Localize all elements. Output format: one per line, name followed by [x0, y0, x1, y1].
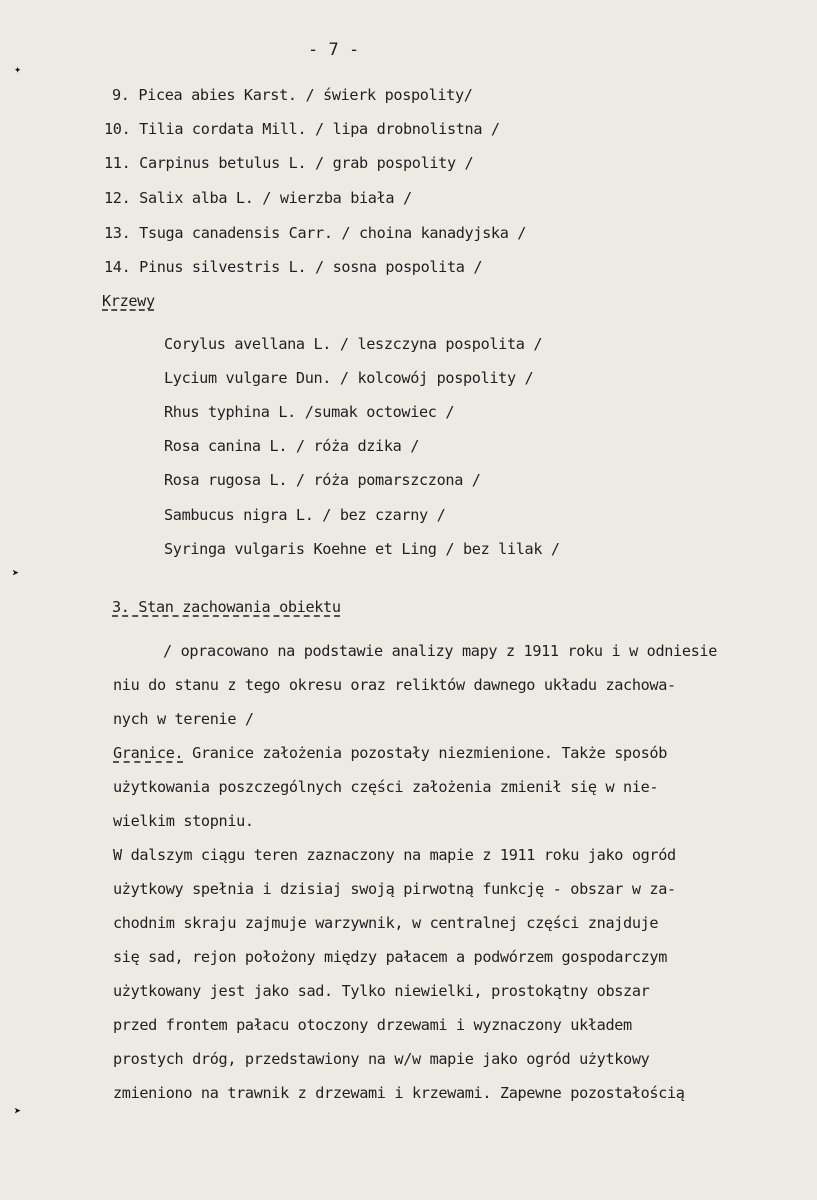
body-line: użytkowy spełnia i dzisiaj swoją pirwotną funkcję - obszar w za-	[113, 880, 676, 898]
paragraph-line: / opracowano na podstawie analizy mapy z 1911 roku i w odniesie	[163, 642, 718, 660]
body-line: przed frontem pałacu otoczony drzewami i wyznaczony układem	[113, 1016, 632, 1034]
tree-item: 14. Pinus silvestris L. / sosna pospolita /	[104, 258, 483, 276]
body-line: prostych dróg, przedstawiony na w/w mapie jako ogród użytkowy	[113, 1050, 650, 1068]
shrub-item: Rosa canina L. / róża dzika /	[164, 437, 420, 455]
margin-mark-icon: ➤	[12, 566, 20, 580]
body-line: użytkowany jest jako sad. Tylko niewielki, prostokątny obszar	[113, 982, 650, 1000]
tree-item: 9. Picea abies Karst. / świerk pospolity/	[112, 86, 473, 104]
shrub-item: Sambucus nigra L. / bez czarny /	[164, 506, 446, 524]
tree-item: 11. Carpinus betulus L. / grab pospolity /	[104, 154, 474, 172]
margin-mark-icon: ➤	[14, 1104, 22, 1118]
shrub-item: Rhus typhina L. /sumak octowiec /	[164, 403, 455, 421]
tree-item: 12. Salix alba L. / wierzba biała /	[104, 189, 412, 207]
granice-paragraph-line	[113, 744, 667, 762]
granice-paragraph-line: wielkim stopniu.	[113, 812, 254, 830]
shrubs-heading: Krzewy	[102, 292, 155, 310]
page-number: - 7 -	[308, 40, 360, 60]
shrub-item: Lycium vulgare Dun. / kolcowój pospolity /	[164, 369, 534, 387]
granice-label: Granice.	[113, 744, 184, 762]
shrub-item: Syringa vulgaris Koehne et Ling / bez lilak /	[164, 540, 560, 558]
body-line: W dalszym ciągu teren zaznaczony na mapie z 1911 roku jako ogród	[113, 846, 676, 864]
granice-paragraph-line: użytkowania poszczególnych części założenia zmienił się w nie-	[113, 778, 659, 796]
section-heading: 3. Stan zachowania obiektu	[112, 598, 341, 616]
shrub-item: Corylus avellana L. / leszczyna pospolita /	[164, 335, 543, 353]
body-line: chodnim skraju zajmuje warzywnik, w centralnej części znajduje	[113, 914, 659, 932]
paragraph-line: niu do stanu z tego okresu oraz reliktów dawnego układu zachowa-	[113, 676, 676, 694]
tree-item: 13. Tsuga canadensis Carr. / choina kanadyjska /	[104, 224, 527, 242]
shrub-item: Rosa rugosa L. / róża pomarszczona /	[164, 471, 481, 489]
margin-mark-icon: ✦	[14, 62, 22, 76]
granice-text: Granice założenia pozostały niezmienione. Także sposób	[183, 744, 668, 762]
tree-item: 10. Tilia cordata Mill. / lipa drobnolistna /	[104, 120, 500, 138]
body-line: się sad, rejon położony między pałacem a podwórzem gospodarczym	[113, 948, 668, 966]
paragraph-line: nych w terenie /	[113, 710, 254, 728]
body-line: zmieniono na trawnik z drzewami i krzewami. Zapewne pozostałością	[113, 1084, 685, 1102]
